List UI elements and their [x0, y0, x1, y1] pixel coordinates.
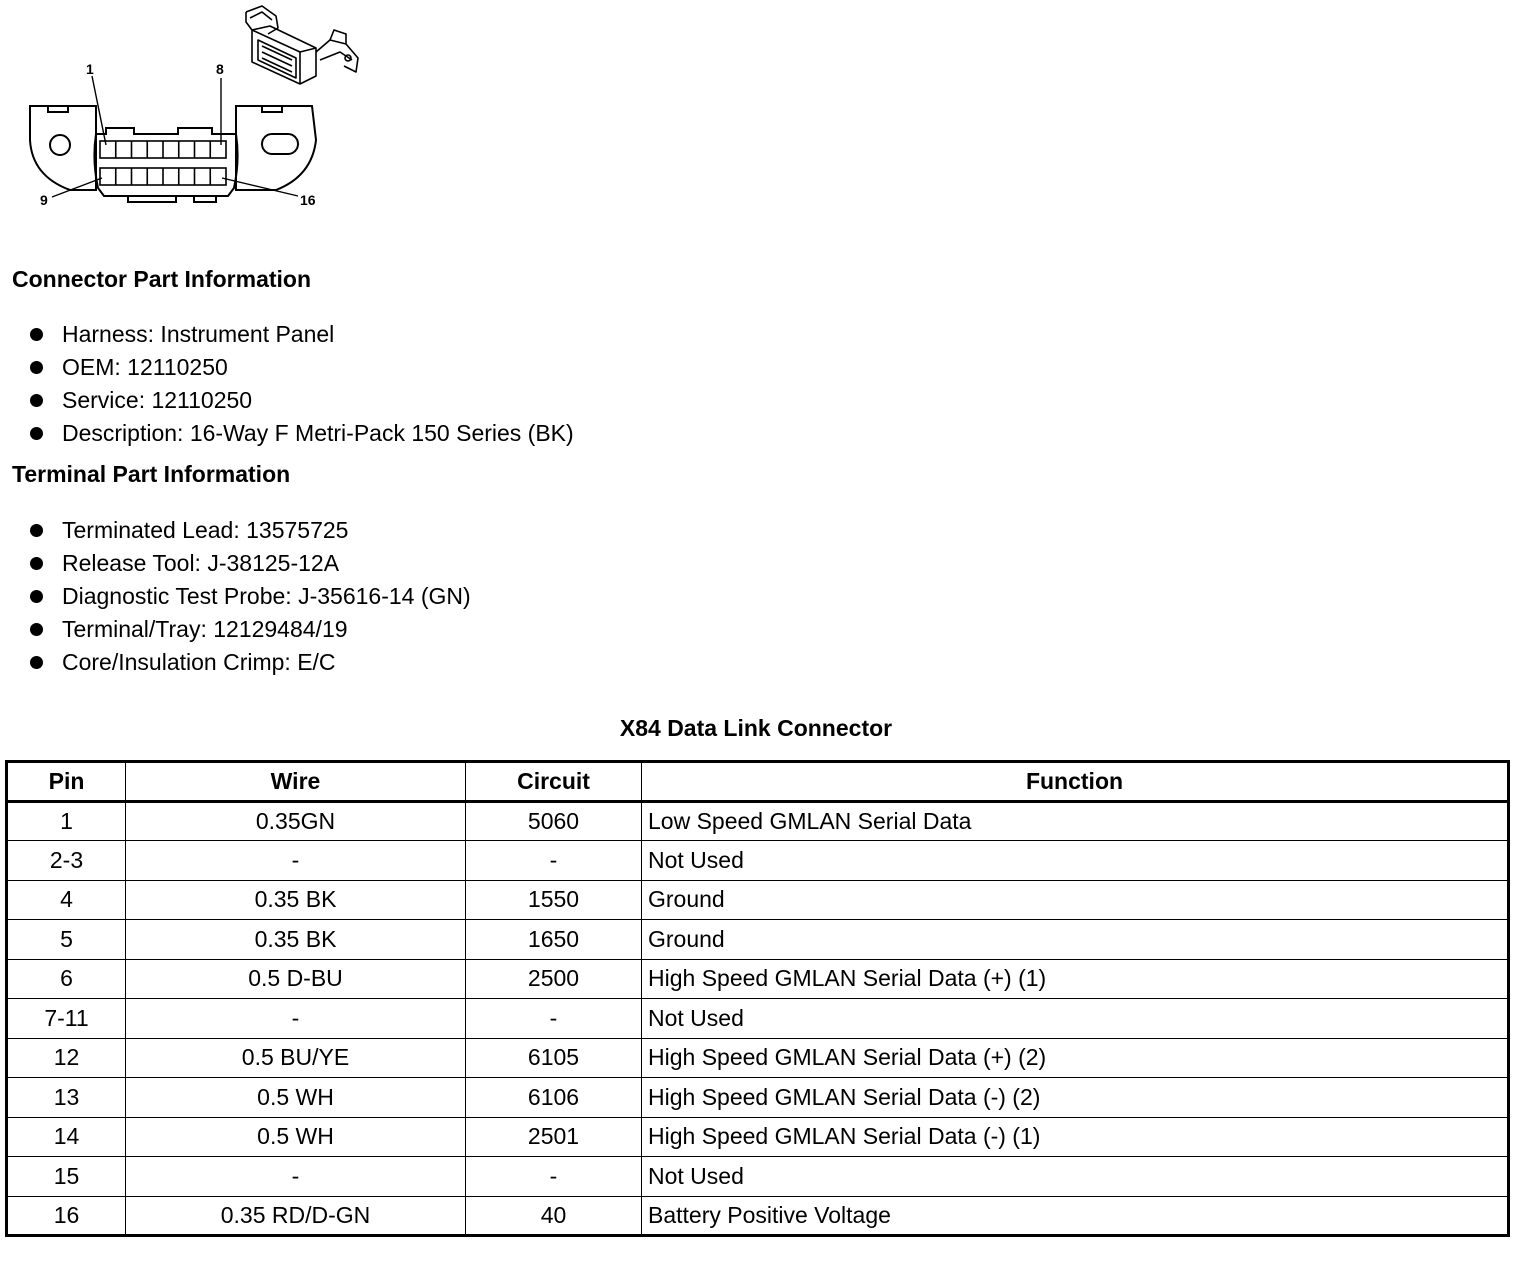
table-row [7, 1038, 1509, 1078]
table-row [7, 880, 1509, 920]
cell-function: Battery Positive Voltage [642, 1196, 1509, 1236]
table-row [7, 920, 1509, 960]
cell-circuit: 1650 [466, 920, 642, 960]
list-item: Release Tool: J-38125-12A [30, 547, 471, 580]
list-item: Core/Insulation Crimp: E/C [30, 646, 471, 679]
cell-wire: - [126, 1157, 466, 1197]
bullet-icon [30, 524, 43, 537]
cell-wire: 0.5 WH [126, 1078, 466, 1118]
table-row [7, 1117, 1509, 1157]
cell-circuit: 40 [466, 1196, 642, 1236]
connector-perspective-sketch [246, 6, 358, 84]
table-row [7, 841, 1509, 881]
header-function: Function [642, 762, 1509, 802]
table-row [7, 1196, 1509, 1236]
cell-circuit: - [466, 841, 642, 881]
pin-label-8: 8 [216, 61, 224, 77]
connector-info-list [30, 318, 574, 450]
cell-function: Ground [642, 880, 1509, 920]
table-row [7, 801, 1509, 841]
cell-circuit: 1550 [466, 880, 642, 920]
bullet-icon [30, 361, 43, 374]
bullet-icon [30, 623, 43, 636]
list-item: Description: 16-Way F Metri-Pack 150 Series (BK) [30, 417, 574, 450]
table-body [7, 801, 1509, 1236]
cell-wire: 0.35 BK [126, 920, 466, 960]
header-pin: Pin [7, 762, 126, 802]
cell-pin: 6 [7, 959, 126, 999]
pinout-table [5, 760, 1510, 1237]
list-item: Service: 12110250 [30, 384, 574, 417]
table-header-row [7, 762, 1509, 802]
cell-pin: 5 [7, 920, 126, 960]
cell-function: Ground [642, 920, 1509, 960]
cell-function: High Speed GMLAN Serial Data (+) (2) [642, 1038, 1509, 1078]
pin-label-9: 9 [40, 192, 48, 208]
cell-pin: 2-3 [7, 841, 126, 881]
bullet-icon [30, 328, 43, 341]
table-row [7, 999, 1509, 1039]
cell-circuit: 2501 [466, 1117, 642, 1157]
leader-lines [52, 76, 298, 197]
cell-function: Not Used [642, 1157, 1509, 1197]
table-row [7, 1078, 1509, 1118]
cell-wire: 0.5 WH [126, 1117, 466, 1157]
bullet-icon [30, 427, 43, 440]
table-row [7, 959, 1509, 999]
connector-info-heading: Connector Part Information [12, 266, 312, 292]
cell-circuit: 6106 [466, 1078, 642, 1118]
cell-pin: 4 [7, 880, 126, 920]
header-wire: Wire [126, 762, 466, 802]
cell-pin: 13 [7, 1078, 126, 1118]
list-item: Terminated Lead: 13575725 [30, 514, 471, 547]
cell-wire: 0.35 RD/D-GN [126, 1196, 466, 1236]
bullet-icon [30, 557, 43, 570]
cell-wire: - [126, 841, 466, 881]
bullet-icon [30, 590, 43, 603]
pin-label-16: 16 [300, 192, 316, 208]
bullet-icon [30, 394, 43, 407]
header-circuit: Circuit [466, 762, 642, 802]
cell-pin: 16 [7, 1196, 126, 1236]
connector-diagram [0, 0, 380, 220]
cell-wire: 0.35 BK [126, 880, 466, 920]
list-item: OEM: 12110250 [30, 351, 574, 384]
terminal-info-heading: Terminal Part Information [12, 461, 291, 487]
cell-function: Not Used [642, 841, 1509, 881]
cell-wire: 0.5 D-BU [126, 959, 466, 999]
cell-pin: 15 [7, 1157, 126, 1197]
cell-circuit: - [466, 999, 642, 1039]
cell-circuit: 2500 [466, 959, 642, 999]
bullet-icon [30, 656, 43, 669]
cell-circuit: 6105 [466, 1038, 642, 1078]
list-item: Harness: Instrument Panel [30, 318, 574, 351]
cell-circuit: 5060 [466, 801, 642, 841]
cell-pin: 14 [7, 1117, 126, 1157]
table-title: X84 Data Link Connector [619, 715, 893, 741]
cell-function: Low Speed GMLAN Serial Data [642, 801, 1509, 841]
cell-function: High Speed GMLAN Serial Data (-) (2) [642, 1078, 1509, 1118]
cell-function: High Speed GMLAN Serial Data (-) (1) [642, 1117, 1509, 1157]
pin-label-1: 1 [86, 61, 94, 77]
connector-front-view [30, 106, 316, 202]
list-item: Terminal/Tray: 12129484/19 [30, 613, 471, 646]
cell-wire: 0.5 BU/YE [126, 1038, 466, 1078]
cell-function: High Speed GMLAN Serial Data (+) (1) [642, 959, 1509, 999]
cell-function: Not Used [642, 999, 1509, 1039]
cell-pin: 7-11 [7, 999, 126, 1039]
terminal-info-list [30, 514, 471, 679]
cell-pin: 12 [7, 1038, 126, 1078]
cell-wire: 0.35GN [126, 801, 466, 841]
cell-wire: - [126, 999, 466, 1039]
list-item: Diagnostic Test Probe: J-35616-14 (GN) [30, 580, 471, 613]
pin-cavities [100, 141, 226, 185]
table-row [7, 1157, 1509, 1197]
cell-circuit: - [466, 1157, 642, 1197]
cell-pin: 1 [7, 801, 126, 841]
